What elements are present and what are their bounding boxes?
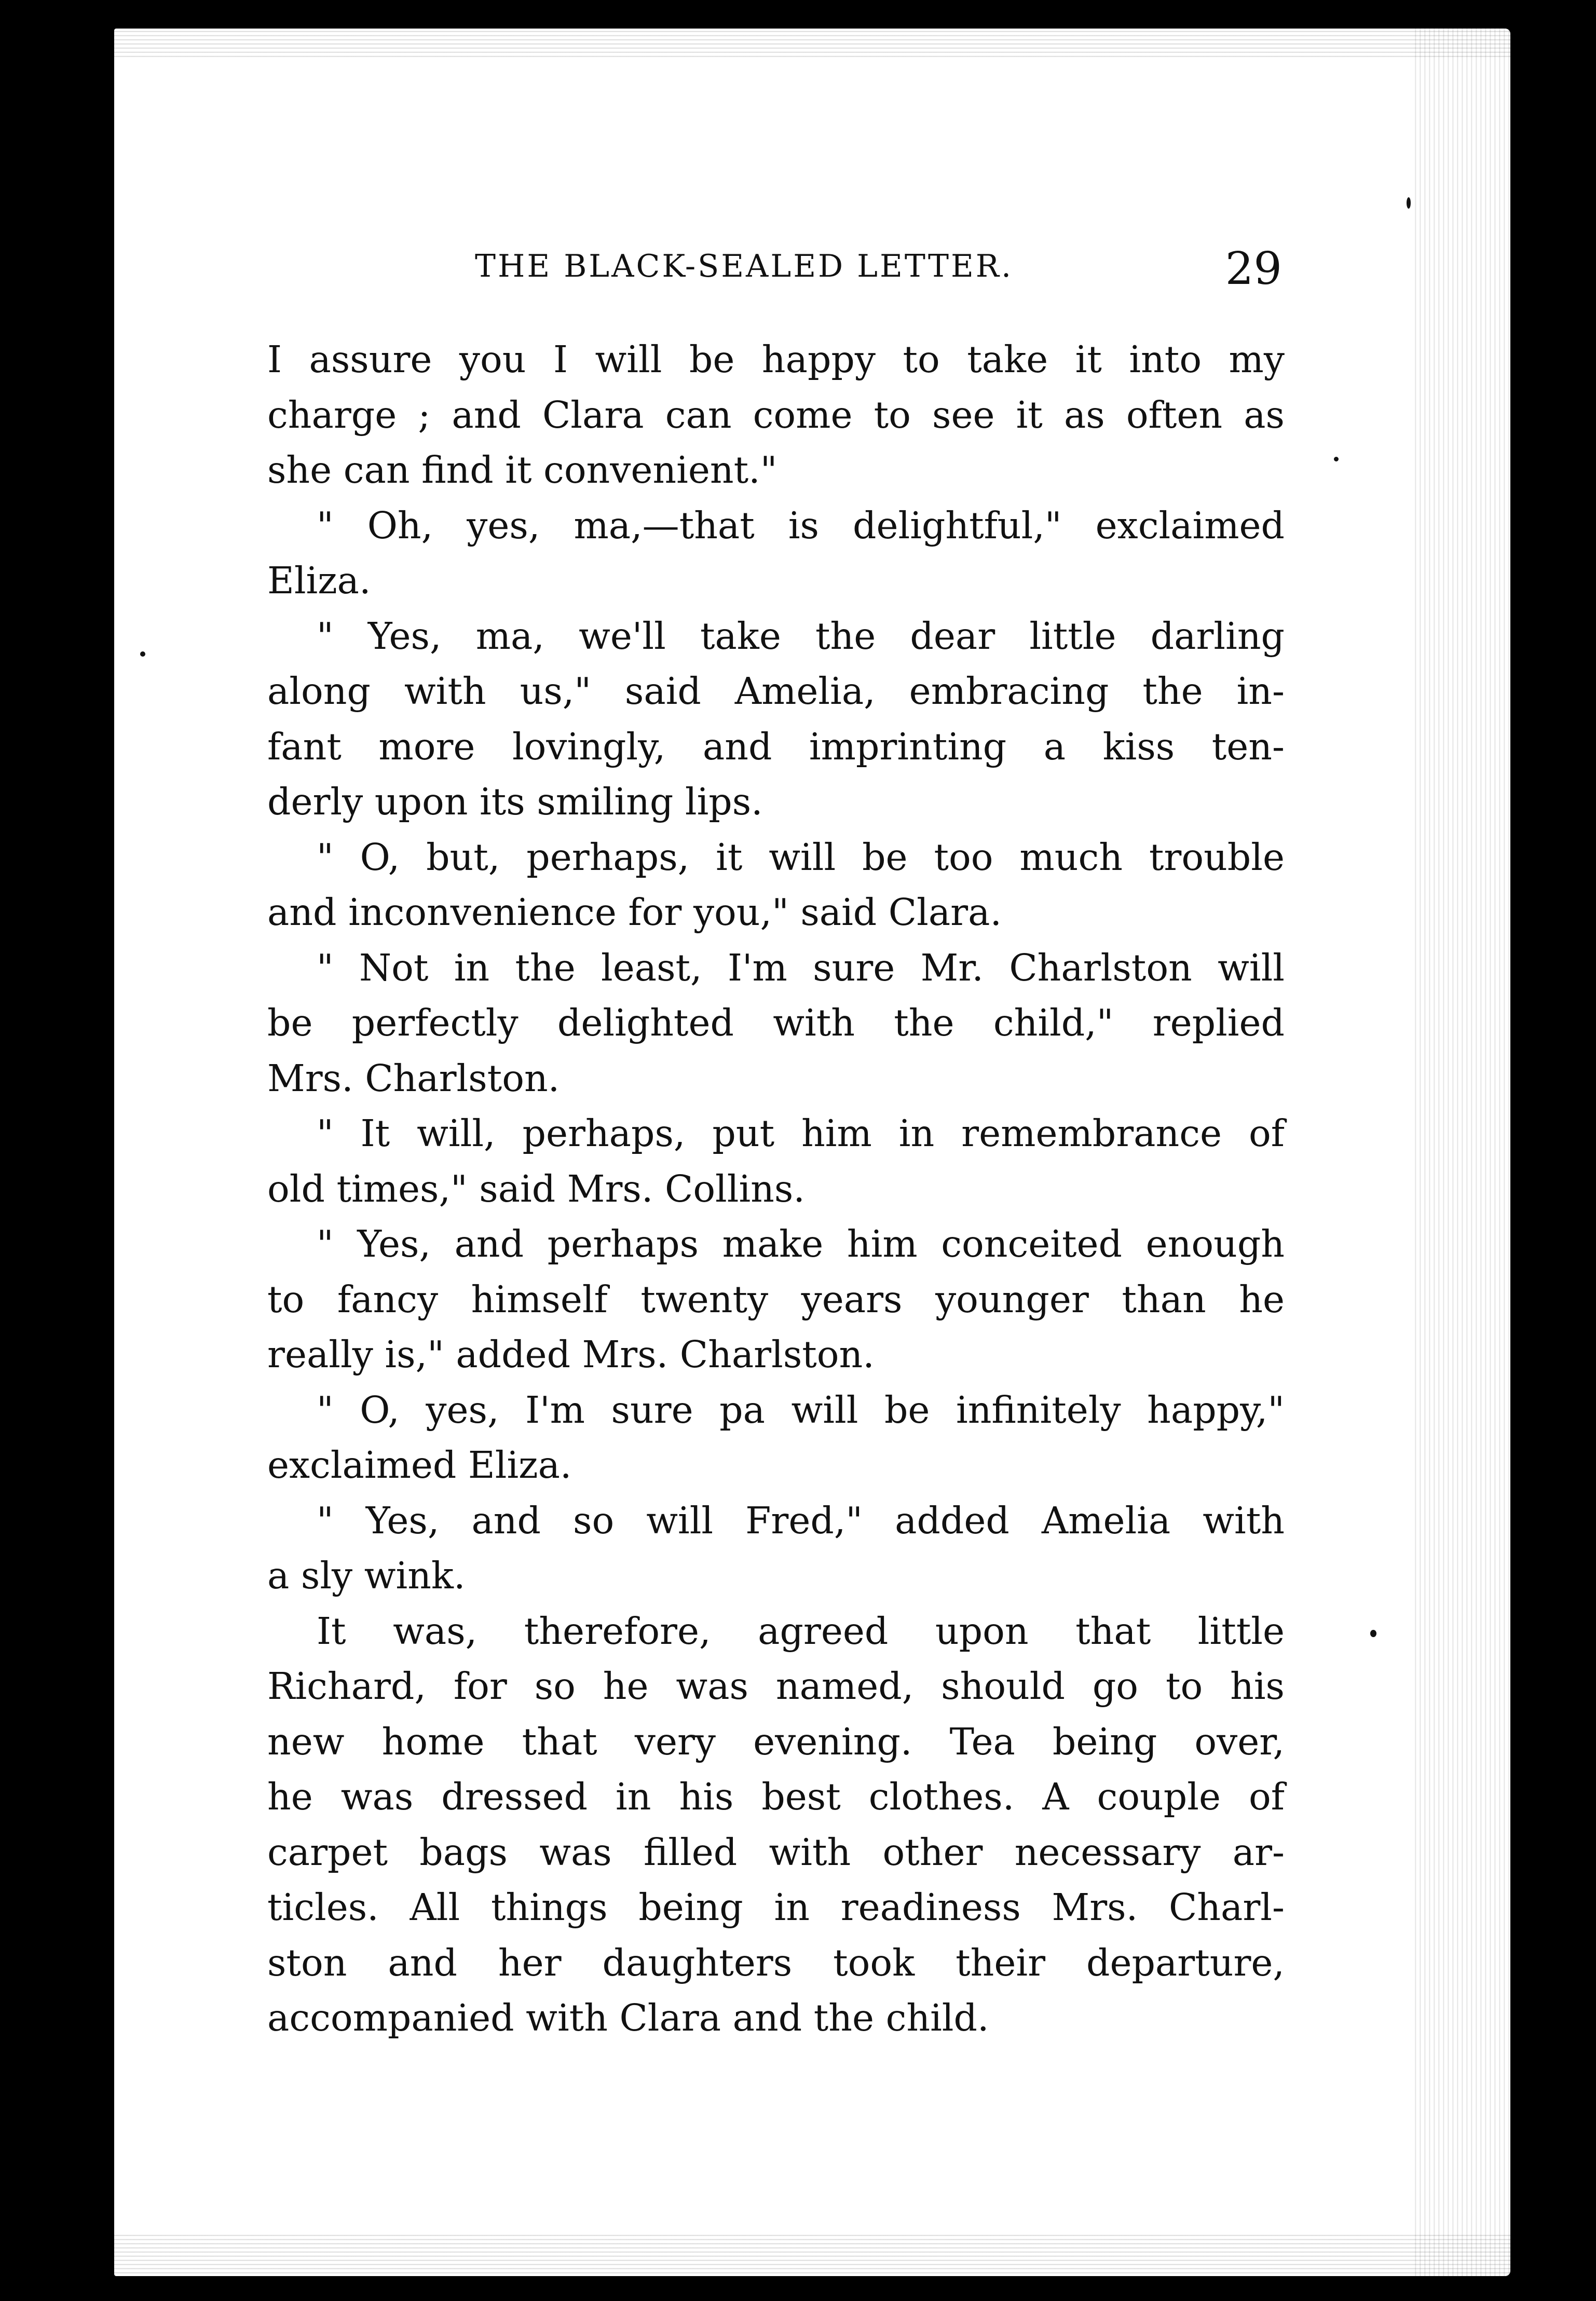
- text-line: she can find it convenient.": [267, 448, 777, 492]
- text-line: " It will, perhaps, put him in remembrance of: [317, 1112, 1285, 1155]
- print-speck: [140, 651, 145, 657]
- text-line: Eliza.: [267, 559, 371, 602]
- text-line: Richard, for so he was named, should go to his: [267, 1665, 1285, 1708]
- text-line: new home that very evening. Tea being over,: [267, 1720, 1285, 1763]
- text-line: exclaimed Eliza.: [267, 1444, 572, 1487]
- text-line: charge ; and Clara can come to see it as often as: [267, 393, 1285, 437]
- text-line: I assure you I will be happy to take it into my: [267, 338, 1285, 381]
- text-line: " Yes, and perhaps make him conceited enough: [317, 1222, 1285, 1265]
- page-header: [267, 243, 1282, 300]
- bottom-edge-texture: [114, 2235, 1510, 2276]
- text-line: " Yes, and so will Fred," added Amelia with: [317, 1499, 1285, 1542]
- text-line: " O, but, perhaps, it will be too much trouble: [317, 835, 1285, 879]
- text-line: accompanied with Clara and the child.: [267, 1996, 989, 2039]
- text-line: ston and her daughters took their departure,: [267, 1941, 1285, 1984]
- text-line: a sly wink.: [267, 1554, 466, 1597]
- text-line: It was, therefore, agreed upon that little: [317, 1609, 1285, 1653]
- text-line: " Yes, ma, we'll take the dear little darling: [317, 614, 1285, 658]
- text-line: " Oh, yes, ma,—that is delightful," exclaimed: [317, 503, 1285, 547]
- text-line: " O, yes, I'm sure pa will be infinitely happy,": [317, 1388, 1285, 1432]
- text-line: old times," said Mrs. Collins.: [267, 1167, 805, 1210]
- text-line: Mrs. Charlston.: [267, 1056, 560, 1100]
- page-number: 29: [1225, 243, 1282, 295]
- text-line: to fancy himself twenty years younger than he: [267, 1277, 1285, 1321]
- text-line: he was dressed in his best clothes. A couple of: [267, 1775, 1285, 1818]
- top-edge-texture: [114, 29, 1510, 60]
- right-edge-texture: [1412, 29, 1510, 2276]
- text-line: ticles. All things being in readiness Mrs. Charl-: [267, 1886, 1285, 1929]
- text-line: " Not in the least, I'm sure Mr. Charlston will: [317, 946, 1285, 989]
- text-line: derly upon its smiling lips.: [267, 780, 763, 823]
- text-line: really is," added Mrs. Charlston.: [267, 1333, 875, 1376]
- print-speck: [1407, 197, 1411, 209]
- print-speck: [1370, 1630, 1376, 1637]
- text-line: and inconvenience for you," said Clara.: [267, 891, 1002, 934]
- text-line: fant more lovingly, and imprinting a kiss ten-: [267, 725, 1285, 768]
- running-title: THE BLACK-SEALED LETTER.: [475, 248, 1014, 284]
- print-speck: [1334, 457, 1339, 461]
- body-text: [267, 332, 1285, 2046]
- text-line: carpet bags was filled with other necessary ar-: [267, 1830, 1285, 1874]
- text-line: along with us," said Amelia, embracing the in-: [267, 670, 1285, 713]
- text-line: be perfectly delighted with the child," replied: [267, 1001, 1285, 1044]
